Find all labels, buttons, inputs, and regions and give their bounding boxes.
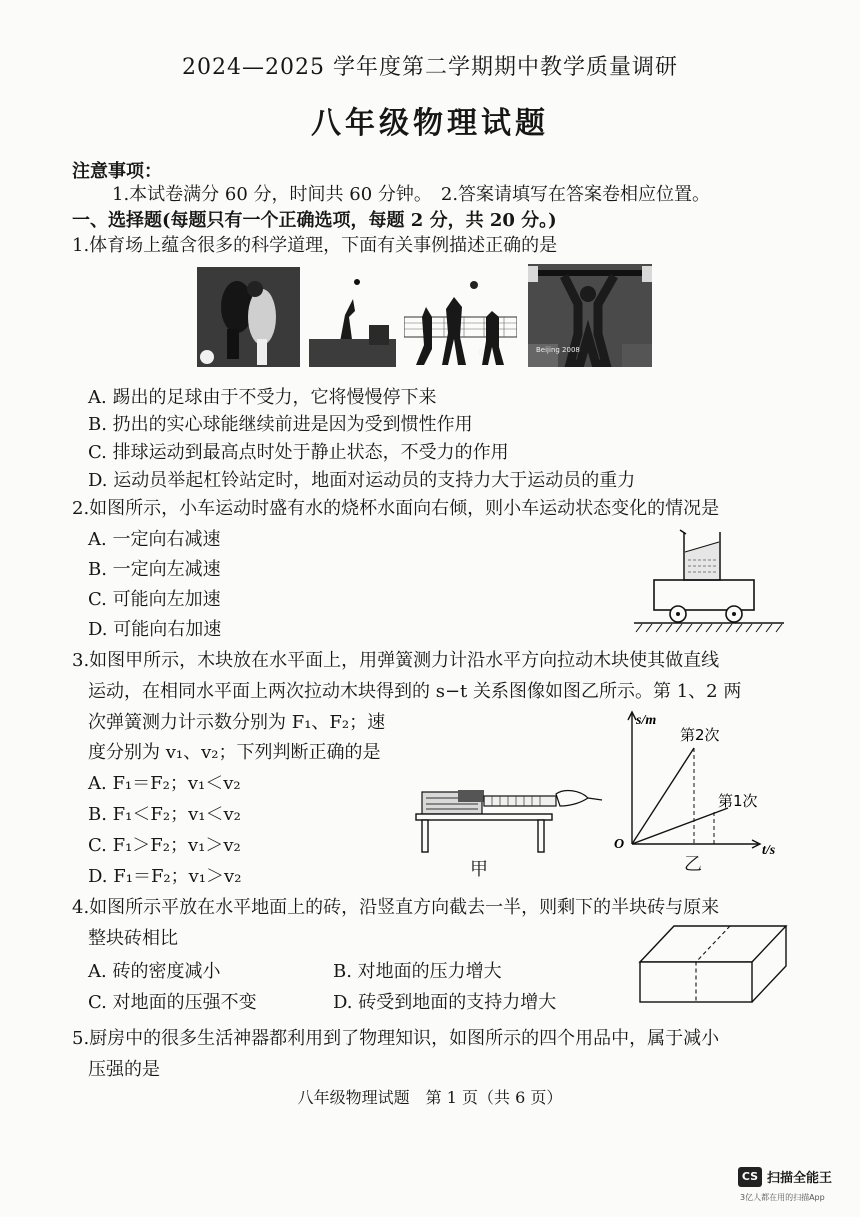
- graph-y-axis-label: s/m: [636, 713, 657, 728]
- q3-stem-line1: 3.如图甲所示，木块放在水平面上，用弹簧测力计沿水平方向拉动木块使其做直线: [72, 650, 720, 671]
- q5-stem-line2: 压强的是: [88, 1059, 160, 1080]
- q2-option-a: A. 一定向右减速: [88, 529, 221, 550]
- q2-stem: 2.如图所示，小车运动时盛有水的烧杯水面向右倾，则小车运动状态变化的情况是: [72, 498, 720, 519]
- q4-option-c: C. 对地面的压强不变: [88, 992, 257, 1013]
- svg-text:0: 0: [478, 348, 484, 357]
- q4-stem-line2: 整块砖相比: [88, 928, 178, 949]
- q3-figure-b-label: 乙: [684, 854, 702, 875]
- q1-photo-soccer: [197, 267, 300, 367]
- q3-st-graph: [612, 708, 792, 858]
- graph-line1-label: 第1次: [718, 792, 758, 810]
- subject-title: 八年级物理试题: [311, 106, 549, 141]
- q2-option-d: D. 可能向右加速: [88, 619, 222, 640]
- q1-option-b: B. 扔出的实心球能继续前进是因为受到惯性作用: [88, 414, 473, 435]
- camscanner-name: 扫描全能王: [767, 1171, 833, 1186]
- q1-photo-shot-put: [309, 277, 396, 367]
- q2-option-c: C. 可能向左加速: [88, 589, 221, 610]
- exam-title-line: 2024—2025 学年度第二学期期中教学质量调研: [182, 55, 678, 80]
- q3-option-b: B. F₁＜F₂；v₁＜v₂: [88, 804, 241, 825]
- camscanner-tagline: 3亿人都在用的扫描App: [740, 1193, 825, 1202]
- q4-stem-line1: 4.如图所示平放在水平地面上的砖，沿竖直方向截去一半，则剩下的半块砖与原来: [72, 897, 720, 918]
- q2-option-b: B. 一定向左减速: [88, 559, 221, 580]
- graph-line2-label: 第2次: [680, 726, 720, 744]
- q1-stem: 1.体育场上蕴含很多的科学道理，下面有关事例描述正确的是: [72, 235, 558, 256]
- camscanner-logo-icon: CS: [738, 1167, 762, 1187]
- q4-option-a: A. 砖的密度减小: [88, 961, 221, 982]
- line-second-trial: [632, 748, 694, 844]
- graph-x-axis-label: t/s: [762, 843, 776, 858]
- section1-heading: 一、选择题(每题只有一个正确选项，每题 2 分，共 20 分。): [72, 210, 557, 231]
- q4-option-b: B. 对地面的压力增大: [333, 961, 502, 982]
- q1-option-d: D. 运动员举起杠铃站定时，地面对运动员的支持力大于运动员的重力: [88, 470, 636, 491]
- q3-option-a: A. F₁＝F₂；v₁＜v₂: [88, 773, 241, 794]
- q3-stem-line4: 度分别为 v₁、v₂；下列判断正确的是: [88, 742, 381, 763]
- q1-option-a: A. 踢出的足球由于不受力，它将慢慢停下来: [88, 387, 437, 408]
- q3-option-d: D. F₁＝F₂；v₁＞v₂: [88, 866, 242, 887]
- q4-brick-figure: [634, 920, 794, 1006]
- q3-figure-a-label: 甲: [470, 859, 488, 880]
- q2-cart-figure: [628, 524, 788, 636]
- q3-stem-line2: 运动，在相同水平面上两次拉动木块得到的 s−t 关系图像如图乙所示。第 1、2 两: [88, 681, 742, 702]
- q1-option-c: C. 排球运动到最高点时处于静止状态，不受力的作用: [88, 442, 509, 463]
- q3-option-c: C. F₁＞F₂；v₁＞v₂: [88, 835, 241, 856]
- q5-stem-line1: 5.厨房中的很多生活神器都利用到了物理知识，如图所示的四个用品中，属于减小: [72, 1028, 720, 1049]
- notice-heading: 注意事项：: [72, 161, 162, 182]
- q1-photo-volleyball: [404, 277, 517, 367]
- q4-option-d: D. 砖受到地面的支持力增大: [333, 992, 557, 1013]
- page-footer: 八年级物理试题 第 1 页（共 6 页）: [297, 1088, 563, 1107]
- q3-figure-a: [412, 778, 606, 854]
- notice-items: 1.本试卷满分 60 分，时间共 60 分钟。 2.答案请填写在答案卷相应位置。: [112, 184, 711, 205]
- beijing-caption: Beijing 2008: [536, 346, 580, 354]
- graph-origin-label: O: [614, 837, 625, 852]
- q1-photo-weightlifting: [528, 264, 652, 367]
- q3-stem-line3: 次弹簧测力计示数分别为 F₁、F₂；速: [88, 712, 386, 733]
